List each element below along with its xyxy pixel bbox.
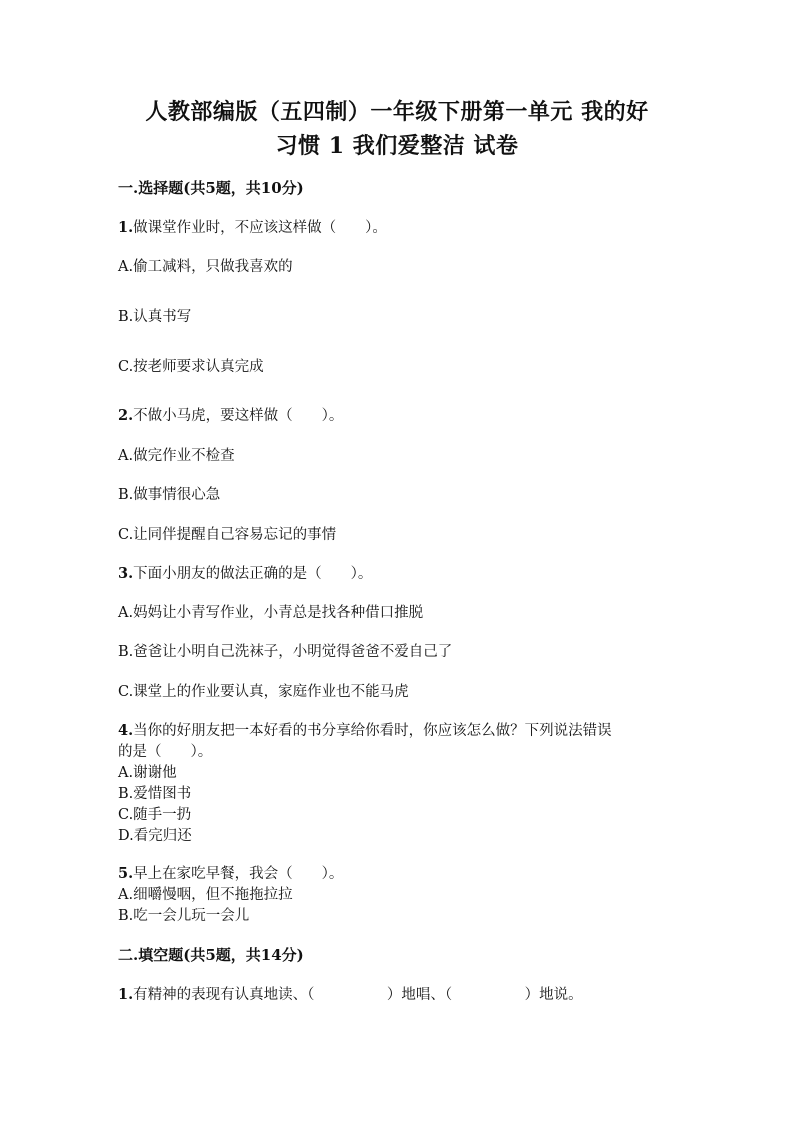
question-4-continued: 的是（ ）。 bbox=[118, 744, 213, 760]
question-number: 1. bbox=[118, 219, 134, 236]
question-3 bbox=[118, 564, 372, 584]
option-1b: B.认真书写 bbox=[118, 309, 192, 325]
title-line-2: 习惯 1 我们爱整洁 试卷 bbox=[275, 133, 519, 159]
question-4 bbox=[118, 721, 612, 741]
question-stem: 不做小马虎，要这样做（ ）。 bbox=[133, 408, 344, 424]
question-stem: 早上在家吃早餐，我会（ ）。 bbox=[133, 866, 344, 882]
question-stem: 有精神的表现有认真地读、（ ）地唱、（ ）地说。 bbox=[133, 987, 583, 1003]
question-number: 5. bbox=[118, 865, 134, 882]
option-3c: C.课堂上的作业要认真，家庭作业也不能马虎 bbox=[118, 684, 409, 700]
option-3a: A.妈妈让小青写作业，小青总是找各种借口推脱 bbox=[118, 605, 424, 621]
question-stem: 当你的好朋友把一本好看的书分享给你看时，你应该怎么做？下列说法错误 bbox=[133, 723, 612, 739]
option-2a: A.做完作业不检查 bbox=[118, 448, 235, 464]
question-number: 1. bbox=[118, 986, 134, 1003]
option-4d: D.看完归还 bbox=[118, 828, 192, 844]
question-number: 3. bbox=[118, 565, 134, 582]
fill-question-1 bbox=[118, 985, 583, 1005]
option-4a: A.谢谢他 bbox=[118, 765, 177, 781]
option-1a: A.偷工减料，只做我喜欢的 bbox=[118, 259, 293, 275]
option-2c: C.让同伴提醒自己容易忘记的事情 bbox=[118, 527, 337, 543]
option-1c: C.按老师要求认真完成 bbox=[118, 359, 264, 375]
question-number: 2. bbox=[118, 407, 134, 424]
option-2b: B.做事情很心急 bbox=[118, 487, 221, 503]
question-2 bbox=[118, 406, 343, 426]
title-line-1: 人教部编版（五四制）一年级下册第一单元 我的好 bbox=[145, 99, 649, 125]
option-5a: A.细嚼慢咽，但不拖拖拉拉 bbox=[118, 887, 293, 903]
question-5 bbox=[118, 864, 343, 884]
question-stem: 下面小朋友的做法正确的是（ ）。 bbox=[133, 566, 373, 582]
section-1-heading: 一.选择题(共5题，共10分) bbox=[118, 179, 304, 197]
section-2-heading: 二.填空题(共5题，共14分) bbox=[118, 946, 304, 964]
option-3b: B.爸爸让小明自己洗袜子，小明觉得爸爸不爱自己了 bbox=[118, 644, 453, 660]
question-stem: 做课堂作业时，不应该这样做（ ）。 bbox=[133, 220, 387, 236]
option-4c: C.随手一扔 bbox=[118, 807, 192, 823]
option-5b: B.吃一会儿玩一会儿 bbox=[118, 908, 250, 924]
option-4b: B.爱惜图书 bbox=[118, 786, 192, 802]
question-1 bbox=[118, 218, 387, 238]
question-number: 4. bbox=[118, 722, 134, 739]
